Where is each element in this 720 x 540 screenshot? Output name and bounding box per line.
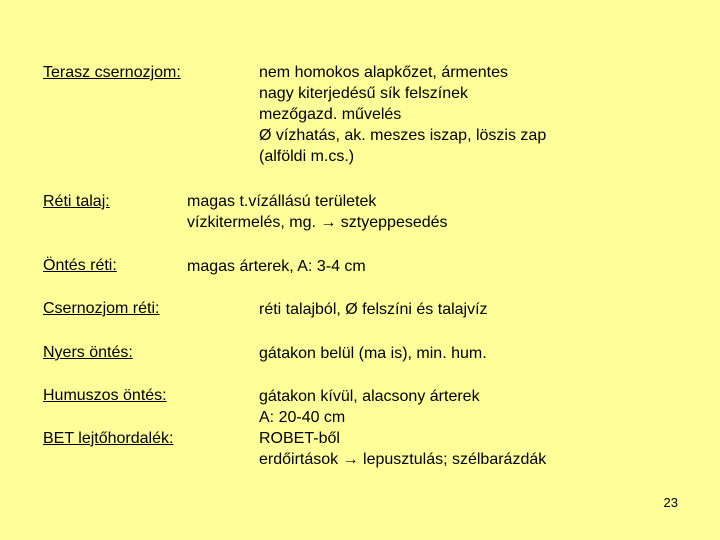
definition-csernozjom-reti [259, 299, 488, 320]
term-reti-talaj: Réti talaj: [43, 193, 110, 210]
definition-reti-talaj [187, 191, 448, 233]
term-nyers-ontes: Nyers öntés: [43, 344, 133, 361]
term-bet-lejtohordalek: BET lejtőhordalék: [43, 430, 174, 447]
definition-line: A: 20-40 cm [259, 409, 346, 426]
definition-line: nem homokos alapkőzet, ármentes [259, 64, 509, 81]
definition-line: gátakon kívül, alacsony árterek [259, 388, 480, 405]
page-number: 23 [663, 495, 678, 510]
term-ontes-reti: Öntés réti: [43, 257, 117, 274]
definition-line: Ø vízhatás, ak. meszes iszap, löszis zap [259, 127, 547, 144]
definition-line: ROBET-ből [259, 430, 340, 447]
definition-line: magas árterek, A: 3-4 cm [187, 258, 366, 275]
term-humuszos-ontes: Humuszos öntés: [43, 387, 167, 404]
definition-nyers-ontes [259, 343, 487, 364]
term-csernozjom-reti: Csernozjom réti: [43, 300, 160, 317]
term-terasz-csernozjom: Terasz csernozjom: [43, 64, 181, 81]
definition-line: nagy kiterjedésű sík felszínek [259, 85, 468, 102]
definition-line: (alföldi m.cs.) [259, 148, 355, 165]
definition-humuszos-bet [259, 386, 546, 470]
definition-line: mezőgazd. művelés [259, 106, 402, 123]
definition-line: vízkitermelés, mg. → sztyeppesedés [187, 214, 448, 231]
definition-terasz-csernozjom [259, 62, 546, 167]
definition-ontes-reti [187, 256, 366, 277]
definition-line: erdőirtások → lepusztulás; szélbarázdák [259, 451, 547, 468]
definition-line: magas t.vízállású területek [187, 193, 377, 210]
definition-line: réti talajból, Ø felszíni és talajvíz [259, 301, 488, 318]
definition-line: gátakon belül (ma is), min. hum. [259, 345, 487, 362]
